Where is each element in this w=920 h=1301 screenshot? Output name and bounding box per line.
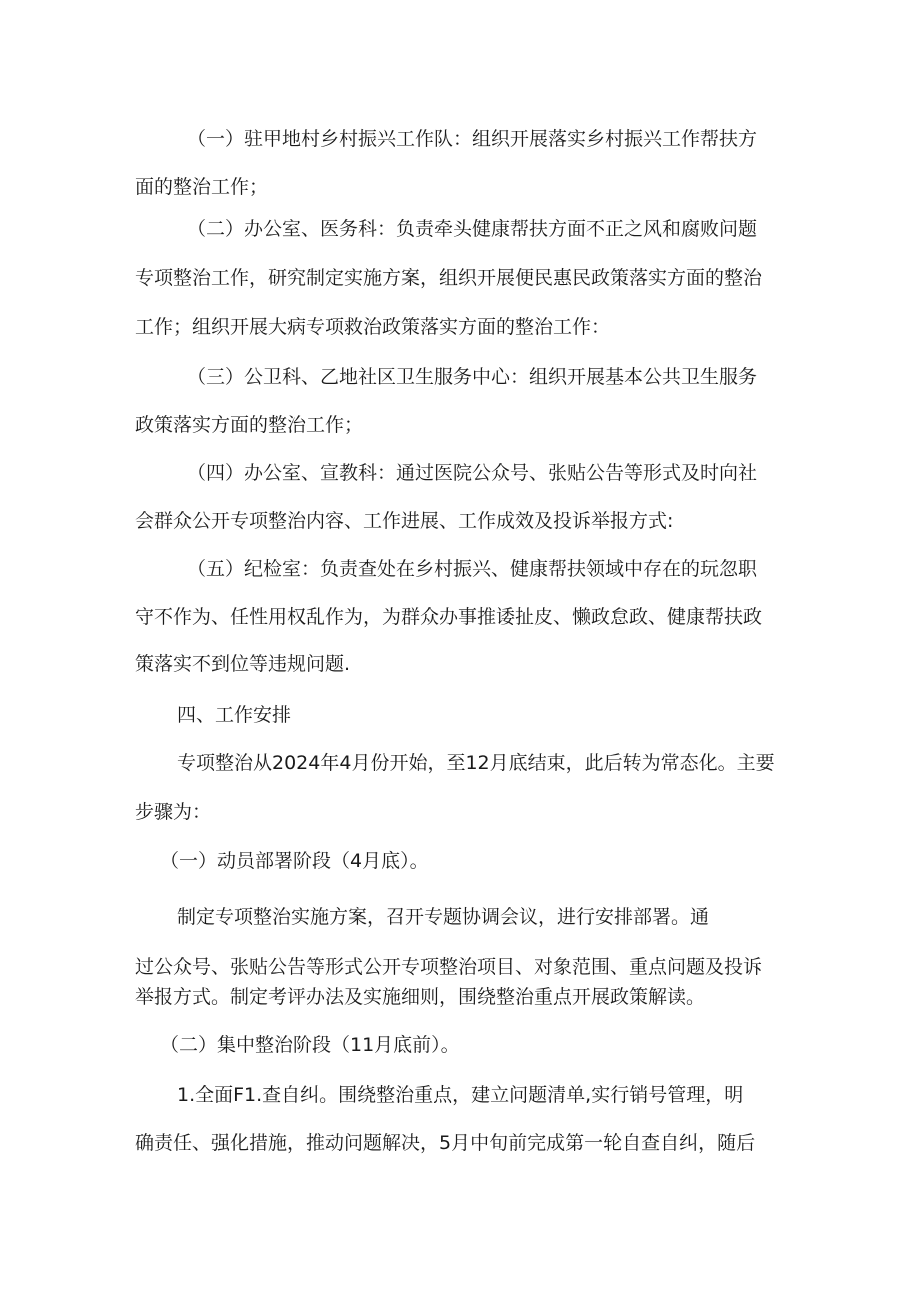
text-line: 举报方式。制定考评办法及实施细则，围绕整治重点开展政策解读。 (135, 986, 706, 1008)
text-line: （二）集中整治阶段（11月底前）。 (160, 1034, 460, 1056)
text-line: 面的整治工作； (135, 176, 269, 198)
text-line: 专项整治从2024年4月份开始，至12月底结束，此后转为常态化。主要 (177, 752, 775, 774)
text-line: （三）公卫科、乙地社区卫生服务中心：组织开展基本公共卫生服务 (187, 366, 758, 388)
text-line: 工作；组织开展大病专项救治政策落实方面的整治工作： (135, 316, 611, 338)
text-line: 制定专项整治实施方案，召开专题协调会议，进行安排部署。通 (177, 906, 710, 928)
text-line: 政策落实方面的整治工作； (135, 414, 364, 436)
text-line: （二）办公室、医务科：负责牵头健康帮扶方面不正之风和腐败问题 (187, 218, 758, 240)
text-line: （四）办公室、宣教科：通过医院公众号、张贴公告等形式及时向社 (187, 462, 758, 484)
text-line: 确责任、强化措施，推动问题解决，5月中旬前完成第一轮自查自纠，随后 (135, 1132, 756, 1154)
text-line: 步骤为： (135, 801, 212, 823)
text-line: （五）纪检室：负责查处在乡村振兴、健康帮扶领域中存在的玩忽职 (187, 558, 758, 580)
text-line: 1.全面F1.查自纠。围绕整治重点，建立问题清单,实行销号管理，明 (177, 1084, 744, 1106)
text-line: 专项整治工作，研究制定实施方案，组织开展便民惠民政策落实方面的整治 (135, 267, 763, 289)
text-line: 会群众公开专项整治内容、工作进展、工作成效及投诉举报方式: (135, 510, 674, 532)
text-line: 守不作为、任性用权乱作为，为群众办事推诿扯皮、懒政怠政、健康帮扶政 (135, 606, 763, 628)
text-line: 过公众号、张贴公告等形式公开专项整治项目、对象范围、重点问题及投诉 (135, 956, 763, 978)
text-line: （一）驻甲地村乡村振兴工作队：组织开展落实乡村振兴工作帮扶方 (187, 128, 758, 150)
text-line: 策落实不到位等违规问题. (135, 653, 351, 675)
section-heading: 四、工作安排 (177, 704, 292, 726)
text-line: （一）动员部署阶段（4月底）。 (160, 850, 429, 872)
